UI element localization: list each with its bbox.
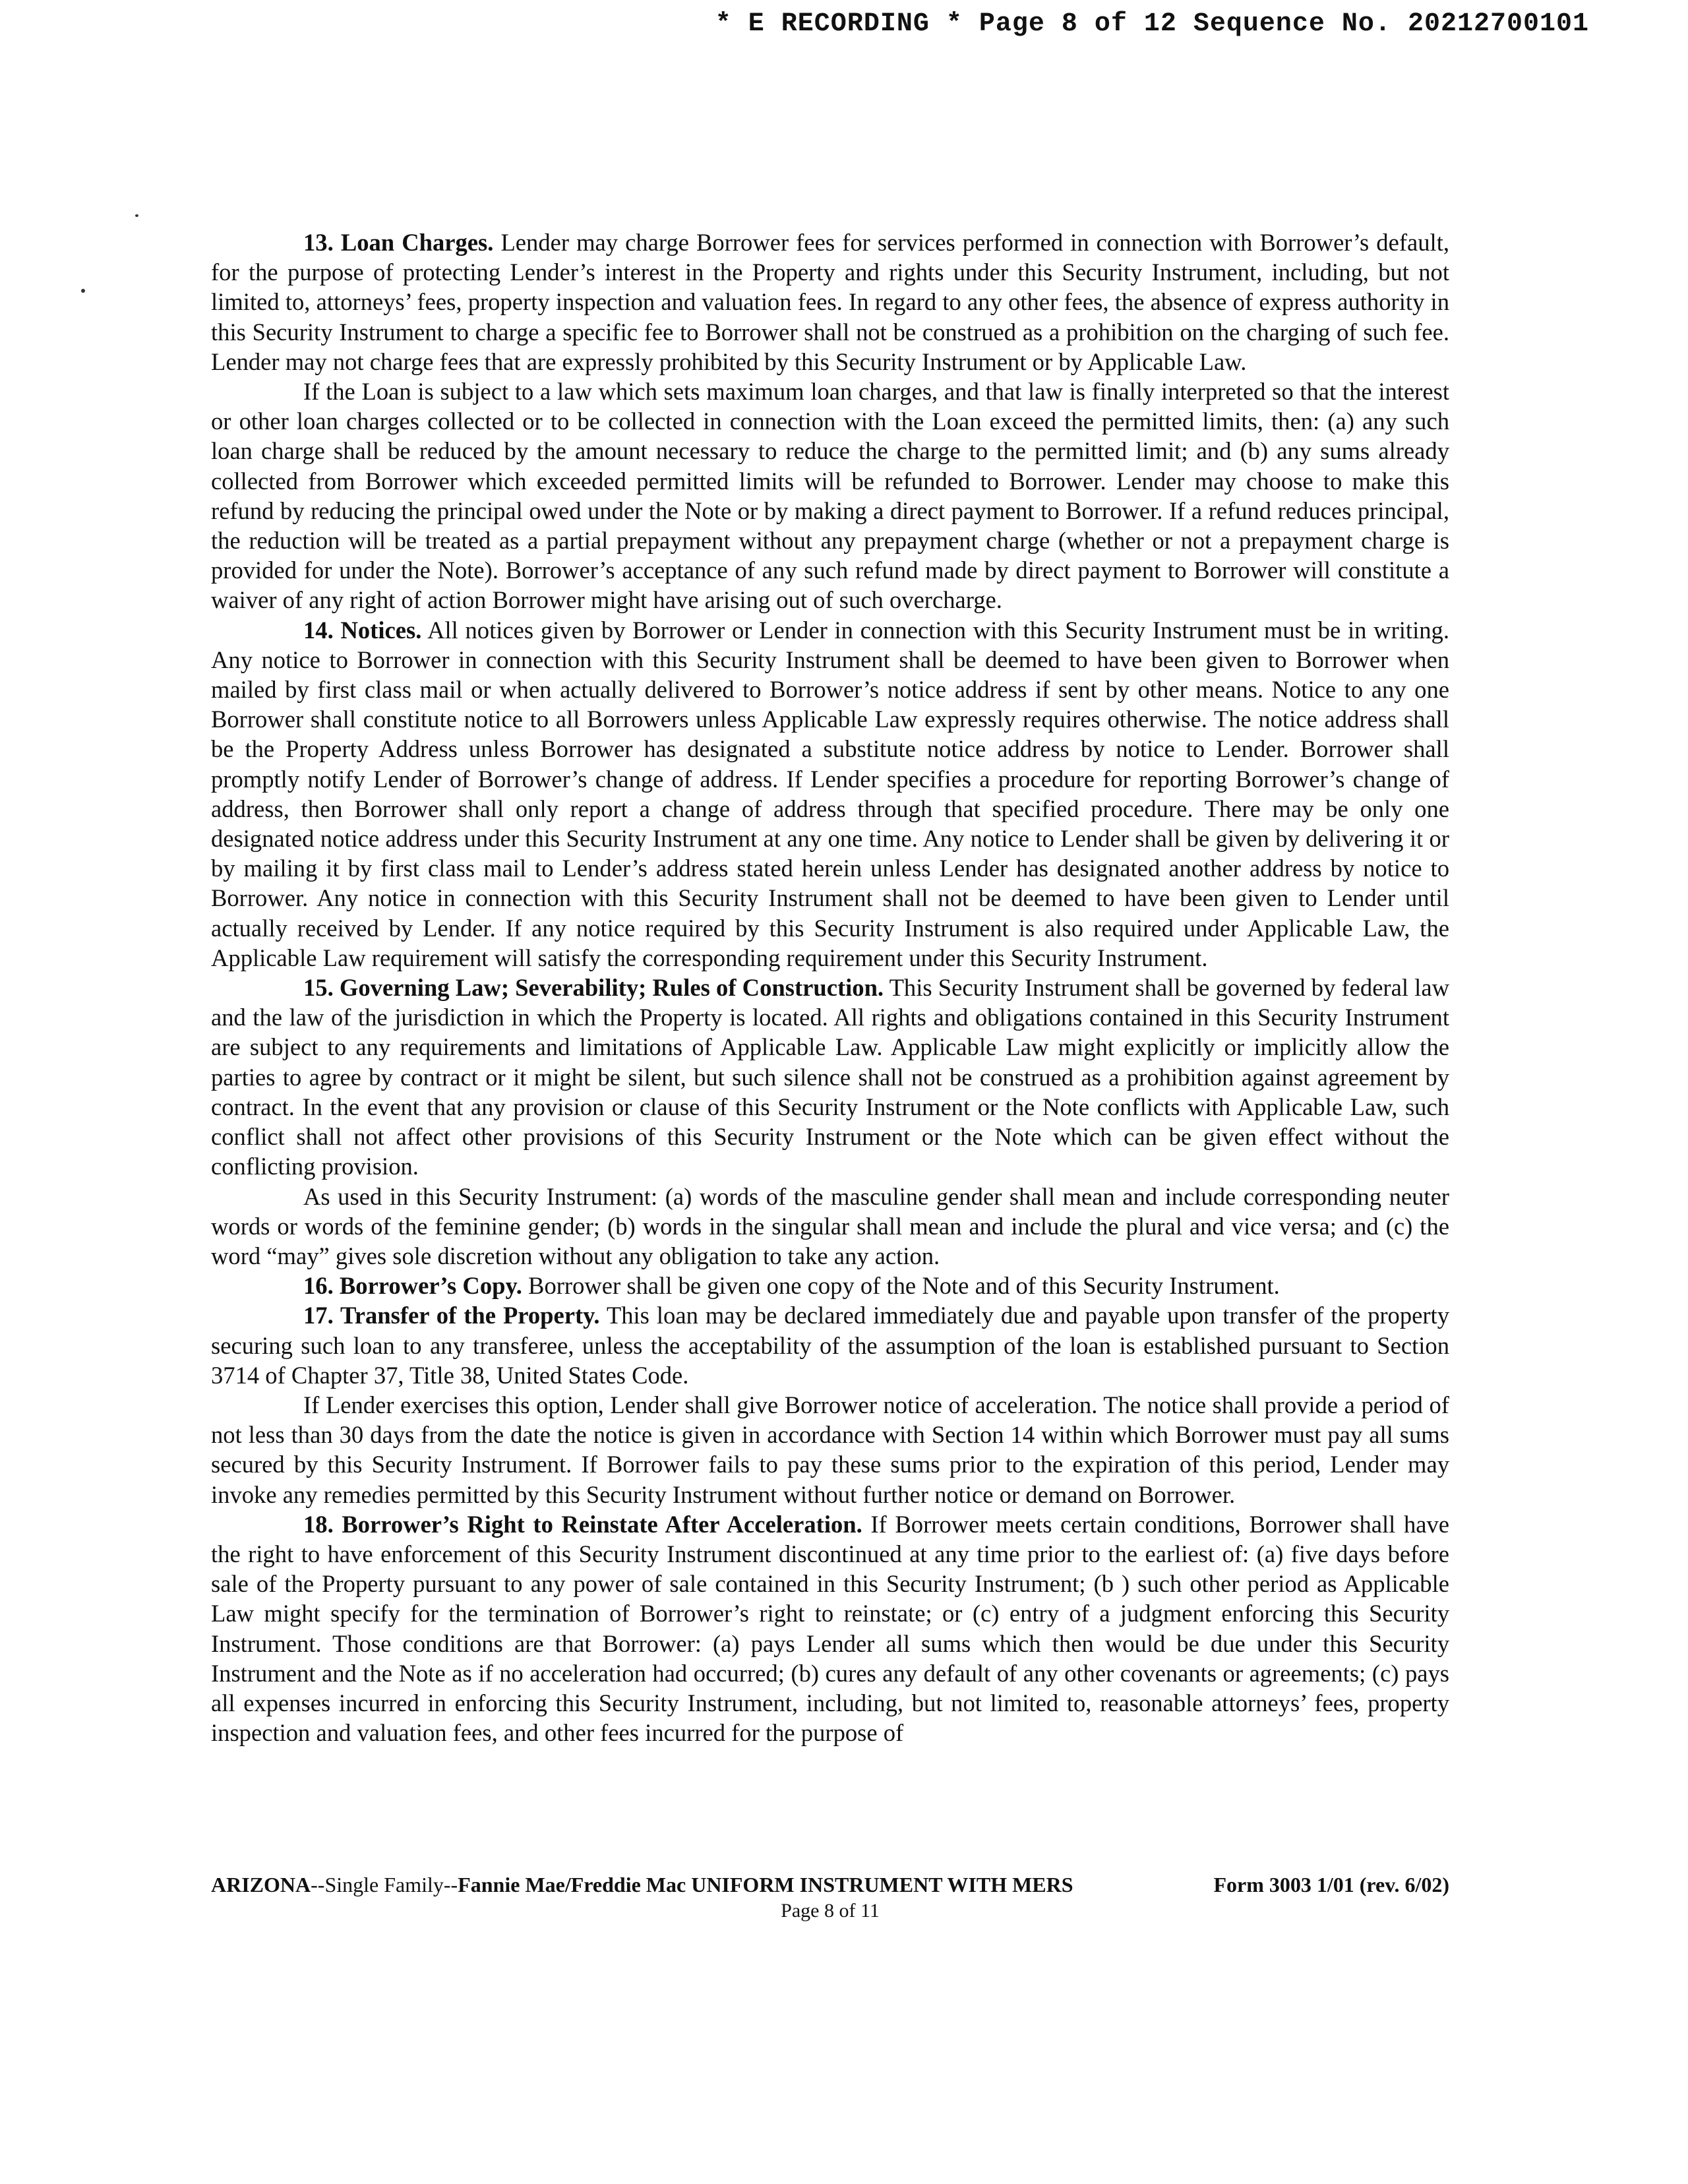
section-13-paragraph-2: If the Loan is subject to a law which sets maximum loan charges, and that law is finally interpreted so that the interest or other loan charges collected or to be collected in connection with the Loan exceed the permitted limits, then: (a) any such loan charge shall be reduced by the amount necessary to reduce the charge to the permitted limit; and (b) any sums already collected from Borrower which exceeded permitted limits will be refunded to Borrower. Lender may choose to make this refund by reducing the principal owed under the Note or by making a direct payment to Borrower. If a refund reduces principal, the reduction will be treated as a partial prepayment without any prepayment charge (whether or not a prepayment charge is provided for under the Note). Borrower’s acceptance of any such refund made by direct payment to Borrower will constitute a waiver of any right of action Borrower might have arising out of such overcharge. [211, 378, 1449, 614]
section-13-heading: 13. Loan Charges. [303, 229, 494, 256]
section-18-heading: 18. Borrower’s Right to Reinstate After Acceleration. [303, 1510, 862, 1538]
section-15-paragraph-2: As used in this Security Instrument: (a) words of the masculine gender shall mean and include corresponding neuter words or words of the feminine gender; (b) words in the singular shall mean and include the plural and vice versa; and (c) the word “may” gives sole discretion without any obligation to take any action. [211, 1182, 1449, 1269]
section-14-heading: 14. Notices. [303, 616, 422, 644]
page-footer [211, 1871, 1449, 1924]
footer-instrument: ARIZONA--Single Family--Fannie Mae/Freddie Mac UNIFORM INSTRUMENT WITH MERS [211, 1873, 1073, 1896]
footer-page-number: Page 8 of 11 [781, 1900, 880, 1922]
scan-speck [81, 289, 85, 293]
section-13-paragraph-1: 13. Loan Charges. Lender may charge Borrower fees for services performed in connection with Borrower’s default, for the purpose of protecting Lender’s interest in the Property and rights under this Security Instrument, including, but not limited to, attorneys’ fees, property inspection and valuation fees. In regard to any other fees, the absence of express authority in this Security Instrument to charge a specific fee to Borrower shall not be construed as a prohibition on the charging of such fee. Lender may not charge fees that are expressly prohibited by this Security Instrument or by Applicable Law. [211, 229, 1450, 375]
document-body [211, 228, 1449, 1747]
section-17-paragraph-1: 17. Transfer of the Property. This loan may be declared immediately due and payable upon transfer of the property securing such loan to any transferee, unless the acceptability of the assumption of the loan is established pursuant to Section 3714 of Chapter 37, Title 38, United States Code. [211, 1302, 1449, 1389]
footer-form-line [211, 1871, 1449, 1898]
section-14-paragraph-1: 14. Notices. All notices given by Borrower or Lender in connection with this Security Instrument must be in writing. Any notice to Borrower in connection with this Security Instrument shall be deemed to have been given to Borrower when mailed by first class mail or when actually delivered to Borrower’s notice address if sent by other means. Notice to any one Borrower shall constitute notice to all Borrowers unless Applicable Law expressly requires otherwise. The notice address shall be the Property Address unless Borrower has designated a substitute notice address by notice to Lender. Borrower shall promptly notify Lender of Borrower’s change of address. If Lender specifies a procedure for reporting Borrower’s change of address, then Borrower shall only report a change of address through that specified procedure. There may be only one designated notice address under this Security Instrument at any one time. Any notice to Lender shall be given by delivering it or by mailing it by first class mail to Lender’s address stated herein unless Lender has designated another address by notice to Borrower. Any notice in connection with this Security Instrument shall not be deemed to have been given to Lender until actually received by Lender. If any notice required by this Security Instrument is also required under Applicable Law, the Applicable Law requirement will satisfy the corresponding requirement under this Security Instrument. [211, 616, 1449, 971]
section-15-heading: 15. Governing Law; Severability; Rules of Construction. [303, 974, 884, 1002]
recording-header: * E RECORDING * Page 8 of 12 Sequence No. 20212700101 [715, 9, 1589, 39]
section-16-heading: 16. Borrower’s Copy. [303, 1272, 522, 1300]
section-17-paragraph-2: If Lender exercises this option, Lender shall give Borrower notice of acceleration. The notice shall provide a period of not less than 30 days from the date the notice is given in accordance with Section 14 within which Borrower must pay all sums secured by this Security Instrument. If Borrower fails to pay these sums prior to the expiration of this period, Lender may invoke any remedies permitted by this Security Instrument without further notice or demand on Borrower. [211, 1391, 1449, 1508]
scan-speck [135, 214, 138, 217]
footer-form-number: Form 3003 1/01 (rev. 6/02) [1213, 1873, 1449, 1896]
section-16-paragraph-1: 16. Borrower’s Copy. Borrower shall be given one copy of the Note and of this Security Instrument. [303, 1272, 1280, 1300]
section-17-heading: 17. Transfer of the Property. [303, 1302, 600, 1329]
section-18-paragraph-1: 18. Borrower’s Right to Reinstate After Acceleration. If Borrower meets certain conditions, Borrower shall have the right to have enforcement of this Security Instrument discontinued at any time prior to the earliest of: (a) five days before sale of the Property pursuant to any power of sale contained in this Security Instrument; (b ) such other period as Applicable Law might specify for the termination of Borrower’s right to reinstate; or (c) entry of a judgment enforcing this Security Instrument. Those conditions are that Borrower: (a) pays Lender all sums which then would be due under this Security Instrument and the Note as if no acceleration had occurred; (b) cures any default of any other covenants or agreements; (c) pays all expenses incurred in enforcing this Security Instrument, including, but not limited to, reasonable attorneys’ fees, property inspection and valuation fees, and other fees incurred for the purpose of [211, 1510, 1449, 1747]
section-15-paragraph-1: 15. Governing Law; Severability; Rules of Construction. This Security Instrument shall be governed by federal law and the law of the jurisdiction in which the Property is located. All rights and obligations contained in this Security Instrument are subject to any requirements and limitations of Applicable Law. Applicable Law might explicitly or implicitly allow the parties to agree by contract or it might be silent, but such silence shall not be construed as a prohibition against agreement by contract. In the event that any provision or clause of this Security Instrument or the Note conflicts with Applicable Law, such conflict shall not affect other provisions of this Security Instrument or the Note which can be given effect without the conflicting provision. [211, 974, 1449, 1180]
